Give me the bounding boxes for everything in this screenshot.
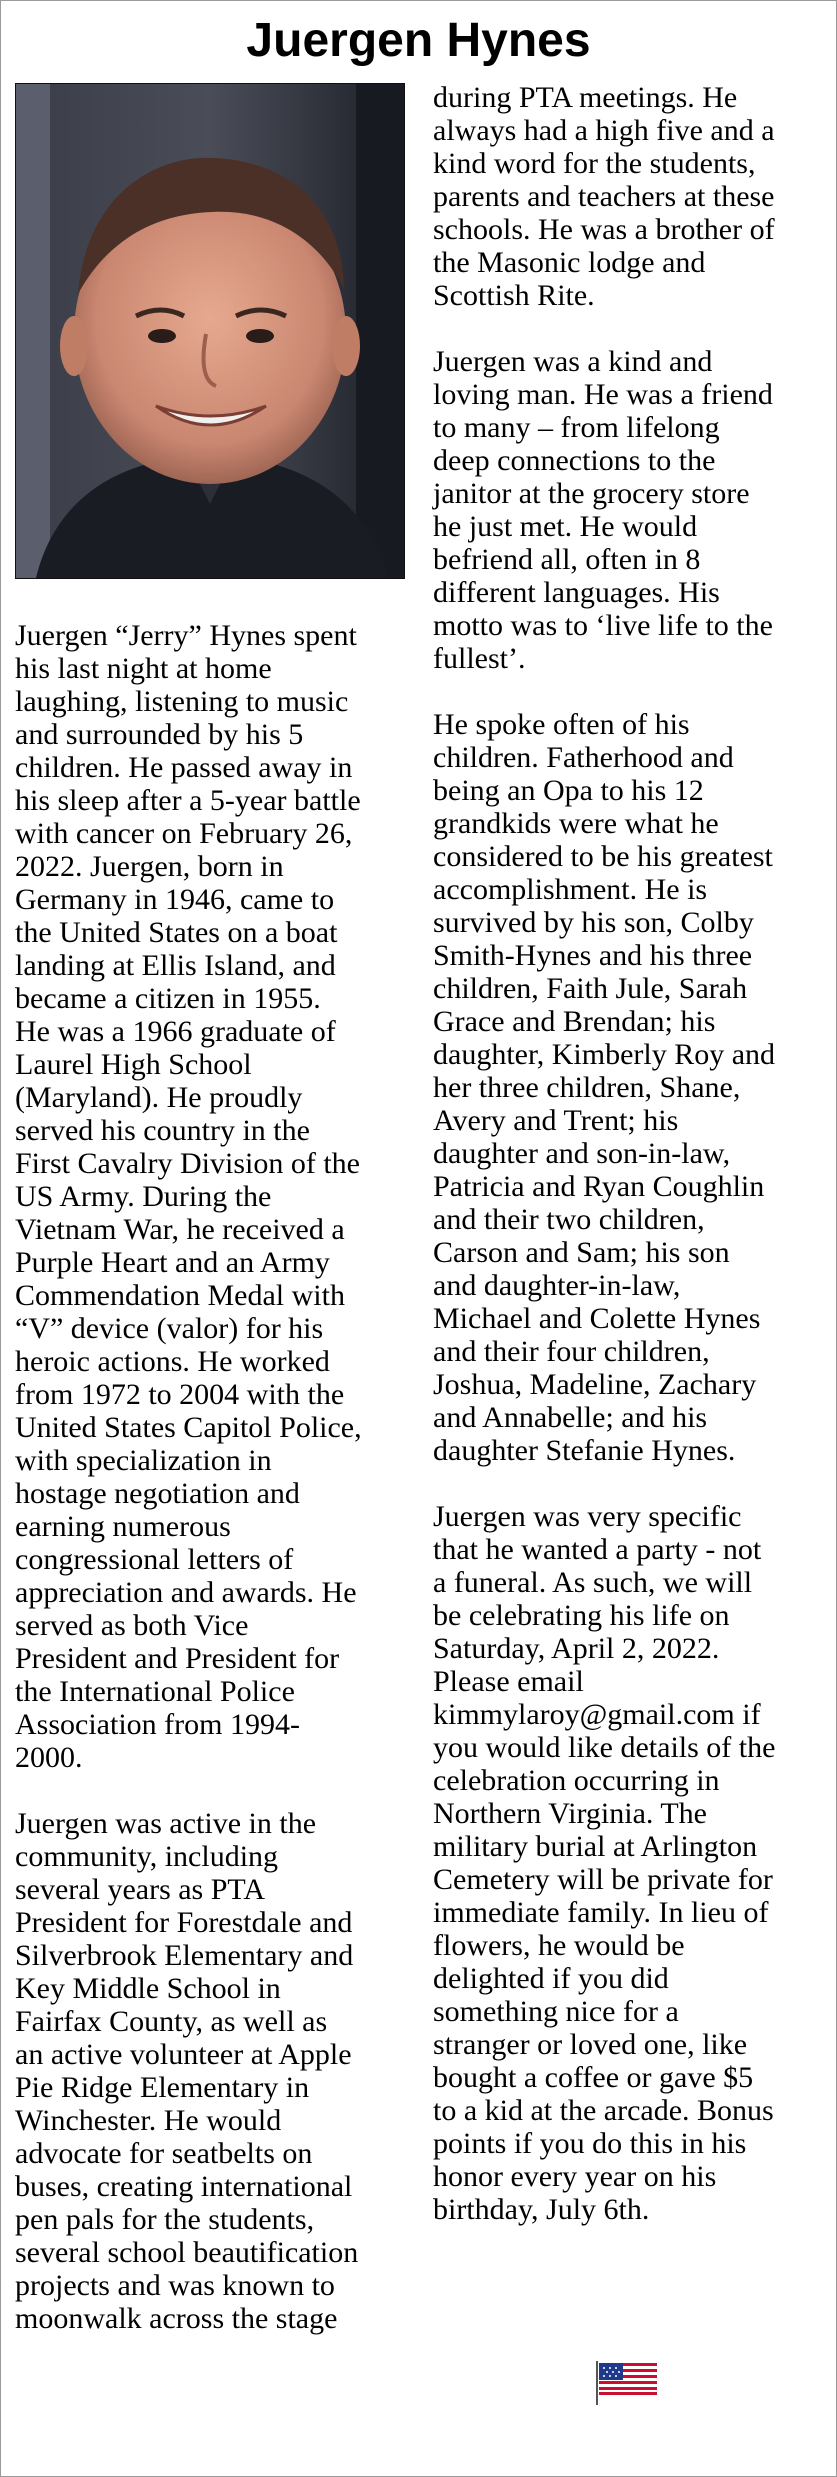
portrait-illustration bbox=[16, 84, 404, 578]
obituary-paragraph: Juergen was active in the community, including several years as PTA President for Forestdale and Silverbrook Elementary and Key Middle School in Fairfax County, as well as an active volunteer at Apple Pie Ridge Elementary in Winchester. He would advocate for seatbelts on buses, creating international pen pals for the students, several school beautification projects and was known to moonwalk across the stage bbox=[15, 1807, 359, 2335]
right-column bbox=[433, 81, 829, 2226]
page-title: Juergen Hynes bbox=[246, 14, 591, 67]
obituary-paragraph: He spoke often of his children. Fatherhood and being an Opa to his 12 grandkids were what he considered to be his greatest accomplishment. He is survived by his son, Colby Smith-Hynes and his three children, Faith Jule, Sarah Grace and Brendan; his daughter, Kimberly Roy and her three children, Shane, Avery and Trent; his daughter and son-in-law, Patricia and Ryan Coughlin and their two children, Carson and Sam; his son and daughter-in-law, Michael and Colette Hynes and their four children, Joshua, Madeline, Zachary and Annabelle; and his daughter Stefanie Hynes. bbox=[433, 708, 776, 1467]
us-flag-icon bbox=[593, 2359, 661, 2407]
obituary-paragraph: Juergen was very specific that he wanted a party - not a funeral. As such, we will be celebrating his life on Saturday, April 2, 2022. Please email kimmylaroy@gmail.com if you would like details of the celebration occurring in Northern Virginia. The military burial at Arlington Cemetery will be private for immediate family. In lieu of flowers, he would be delighted if you did something nice for a stranger or loved one, like bought a coffee or gave $5 to a kid at the arcade. Bonus points if you do this in his honor every year on his birthday, July 6th. bbox=[433, 1500, 776, 2226]
portrait-photo bbox=[15, 83, 405, 579]
obituary-paragraph: during PTA meetings. He always had a high five and a kind word for the students, parents and teachers at these schools. He was a brother of the Masonic lodge and Scottish Rite. bbox=[433, 81, 775, 312]
obituary-paragraph: Juergen “Jerry” Hynes spent his last night at home laughing, listening to music and surrounded by his 5 children. He passed away in his sleep after a 5-year battle with cancer on February 26, 2022. Juergen, born in Germany in 1946, came to the United States on a boat landing at Ellis Island, and became a citizen in 1955. He was a 1966 graduate of Laurel High School (Maryland). He proudly served his country in the First Cavalry Division of the US Army. During the Vietnam War, he received a Purple Heart and an Army Commendation Medal with “V” device (valor) for his heroic actions. He worked from 1972 to 2004 with the United States Capitol Police, with specialization in hostage negotiation and earning numerous congressional letters of appreciation and awards. He served as both Vice President and President for the International Police Association from 1994- 2000. bbox=[15, 619, 362, 1774]
left-column bbox=[15, 619, 415, 2335]
obituary-paragraph: Juergen was a kind and loving man. He was a friend to many – from lifelong deep connections to the janitor at the grocery store he just met. He would befriend all, often in 8 different languages. His motto was to ‘live life to the fullest’. bbox=[433, 345, 773, 675]
